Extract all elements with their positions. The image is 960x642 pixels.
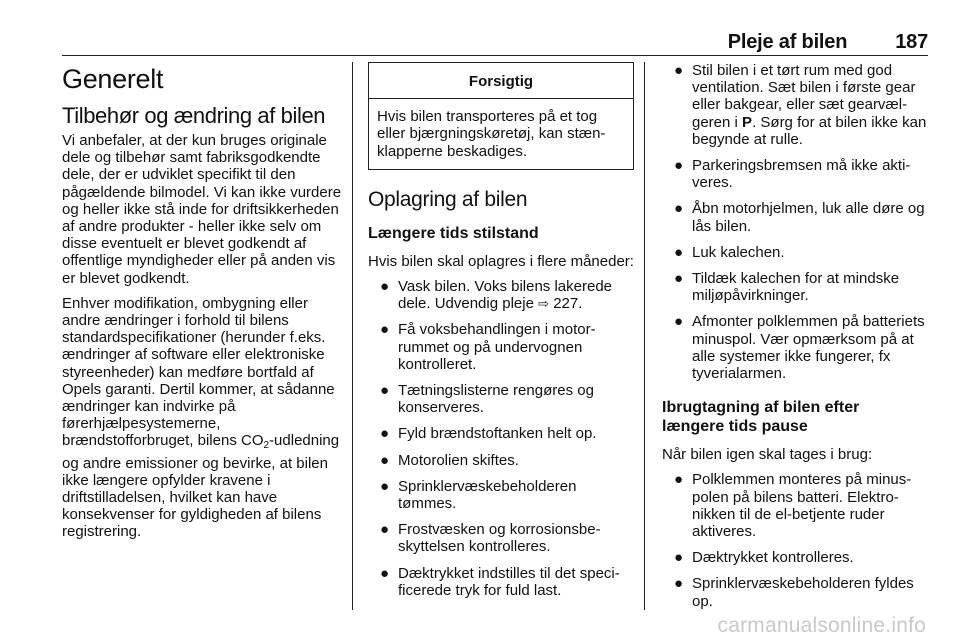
list-item: ● Sprinklervæskebeholderen tømmes. (380, 477, 577, 513)
list-item: ● Tætningslisterne rengøres og konserveres. (380, 382, 594, 417)
bullet-icon: ● (674, 200, 684, 218)
list-item: ● Tildæk kalechen for at mindske miljøpåvirkninger. (674, 270, 900, 305)
column-2 (368, 62, 634, 608)
bullet-icon: ● (674, 549, 684, 567)
bullet-list (662, 471, 930, 609)
bullet-icon: ● (674, 243, 684, 261)
page-reference[interactable]: 227. (553, 295, 583, 313)
caution-box (368, 62, 634, 170)
bullet-list (368, 278, 634, 599)
subsection-heading: Tilbehør og ændring af bilen (62, 103, 326, 128)
bullet-icon: ● (674, 313, 684, 331)
list-item: ● Åbn motorhjelmen, luk alle døre og lås bilen. (674, 200, 925, 235)
list-item: ● Få voksbehandlingen i motorrummet og på undervognen kontrolleret. (380, 321, 596, 373)
column-divider-1 (352, 62, 353, 610)
subsection-heading: Længere tids stilstand (368, 224, 539, 242)
list-item: ● Stil bilen i et tørt rum med god ventilation. Sæt bilen i første gear eller bakgear, eller sæt gearvælgeren i P. Sørg for at bilen ikke kan begynde at rulle. (674, 62, 927, 148)
paragraph: Når bilen igen skal tages i brug: (662, 446, 873, 464)
bullet-icon: ● (674, 157, 684, 175)
chapter-title: Pleje af bilen (727, 31, 848, 53)
list-item: ● Parkeringsbremsen må ikke aktiveres. (674, 157, 911, 192)
bullet-icon: ● (674, 575, 684, 593)
watermark: carmanualsonline.info (717, 614, 926, 637)
bullet-icon: ● (380, 521, 390, 539)
list-item: ● Frostvæsken og korrosionsbeskyttelsen kontrolleres. (380, 521, 601, 556)
column-1 (62, 62, 342, 549)
list-item: ● Dæktrykket indstilles til det specificerede tryk for fuld last. (380, 564, 620, 599)
paragraph: Enhver modifikation, ombygning eller andre ændringer i forhold til bilens standardspecifikationer (herunder f.eks. ændringer af software eller elektroniske styreenheder) kan medføre bortfald af Opels garanti. Dertil kommer, at sådanne ændringer kan indvirke på førerhjælpesystemerne, brændstofforbruget, bilens $CO_2$-udledning og andre emissioner og bevirke, at bilen ikke længere opfylder kravene i driftstilladelsen, hvilket kan have konsekvenser for gyldigheden af bilens registrering. (62, 294, 340, 541)
list-item: ● Afmonter polklemmen på batteriets minuspol. Vær opmærksom på at alle systemer ikke fungerer, fx tyverialarmen. (674, 313, 925, 383)
caution-text: Hvis bilen transporteres på et tog eller bjærgningskøretøj, kan stænklapperne beskadiges. (377, 108, 606, 160)
list-item: ● Polklemmen monteres på minuspolen på bilens batteri. Elektronikken til de el-betjente ruder aktiveres. (674, 471, 912, 541)
list-item: ● Fyld brændstoftanken helt op. (380, 425, 597, 443)
column-divider-2 (644, 62, 645, 610)
subscript: 2 (263, 440, 270, 452)
caution-title: Forsigtig (369, 63, 633, 99)
bullet-icon: ● (380, 278, 390, 296)
bullet-icon: ● (674, 62, 684, 79)
paragraph: Hvis bilen skal oplagres i flere måneder: (368, 252, 634, 270)
bullet-list (662, 62, 930, 382)
bullet-icon: ● (380, 382, 390, 400)
paragraph: Vi anbefaler, at der kun bruges originale dele og tilbehør samt fabriksgodkendte dele, der er udviklet specifikt til den pågældende bilmodel. Vi kan ikke vurdere og heller ikke stå inde for driftsikkerheden af andre produkter - heller ikke selv om disse eventuelt er blevet godkendt af offentlige myndigheder eller på anden vis er blevet godkendt. (62, 132, 342, 287)
bullet-icon: ● (674, 270, 684, 288)
subsection-heading: Ibrugtagning af bilen efter længere tids pause (662, 399, 860, 436)
bullet-icon: ● (380, 477, 390, 495)
bullet-icon: ● (380, 564, 390, 582)
bullet-icon: ● (380, 425, 390, 443)
list-item: ● Luk kalechen. (674, 243, 785, 261)
bullet-icon: ● (674, 471, 684, 489)
page-number: 187 (895, 31, 928, 53)
list-item: ● Dæktrykket kontrolleres. (674, 549, 854, 567)
list-item: ● Vask bilen. Voks bilens lakerede dele. Udvendig pleje ⇨ 227. (380, 278, 613, 313)
gear-position-label: P (742, 113, 753, 131)
list-item: ● Sprinklervæskebeholderen fyldes op. (674, 575, 914, 610)
bullet-icon: ● (380, 451, 390, 469)
page-header (62, 26, 928, 54)
section-heading: Oplagring af bilen (368, 187, 528, 211)
section-heading: Generelt (62, 64, 164, 94)
header-divider (62, 55, 928, 56)
list-item: ● Motorolien skiftes. (380, 451, 519, 469)
page-reference-arrow-icon[interactable]: ⇨ (538, 296, 550, 312)
bullet-icon: ● (380, 321, 390, 339)
column-3 (662, 62, 930, 619)
